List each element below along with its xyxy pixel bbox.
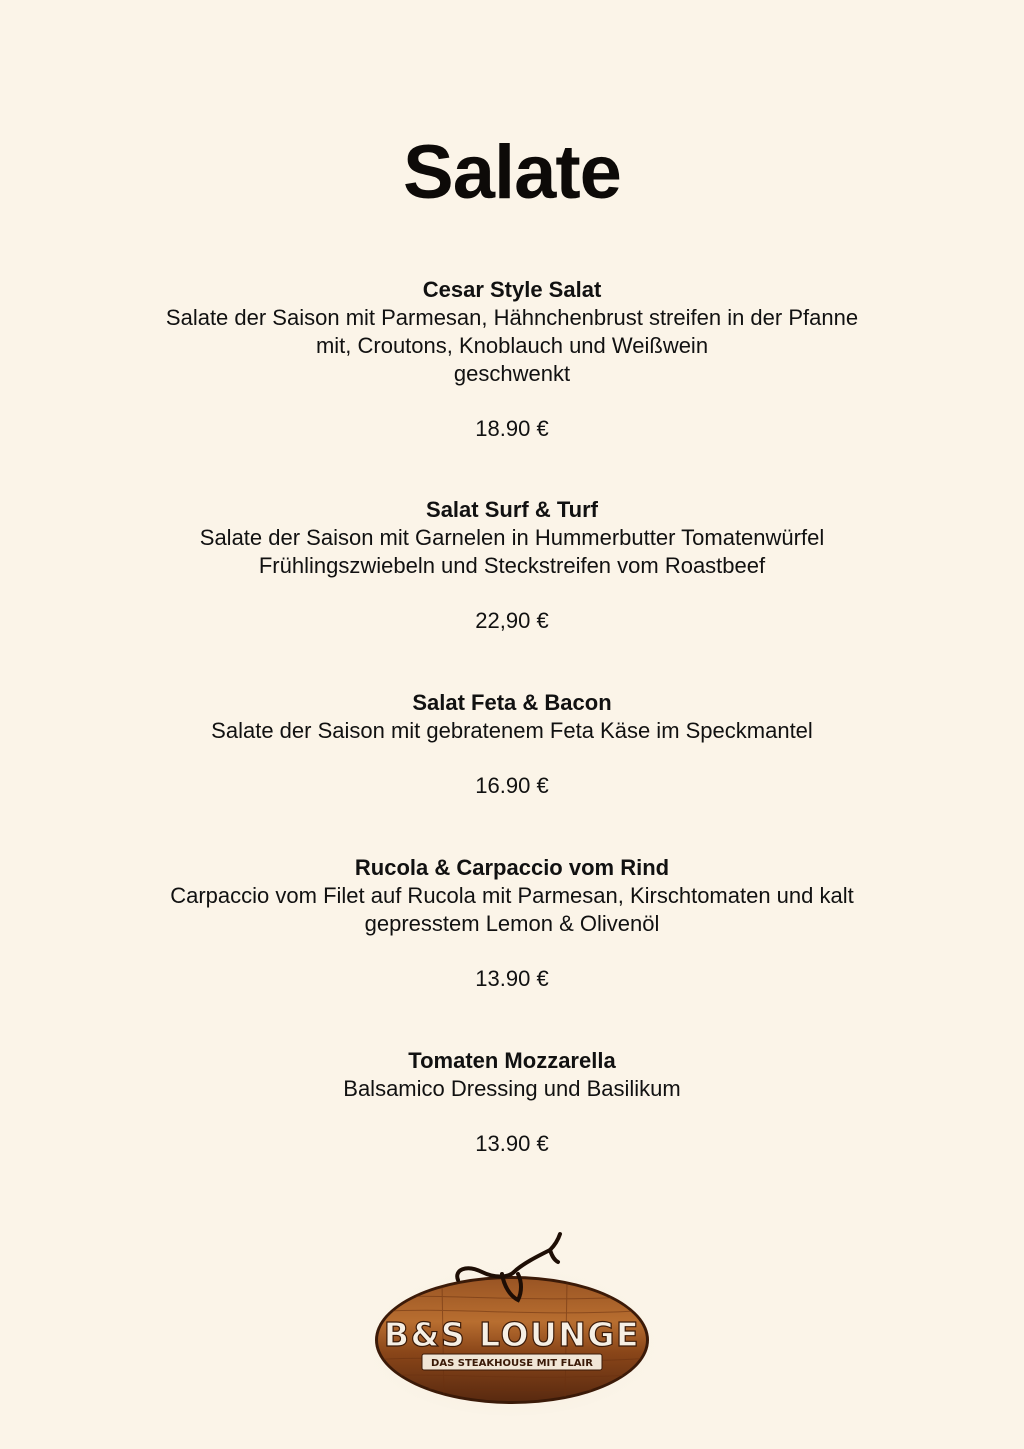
page-title: Salate <box>403 130 621 215</box>
menu-item-price: 13.90 € <box>475 1131 549 1156</box>
menu-item-description: Frühlingszwiebeln und Steckstreifen vom Roastbeef <box>258 553 766 578</box>
menu-item-name: Salat Feta & Bacon <box>412 690 612 715</box>
menu-item-cesar-style-salat <box>0 276 1024 443</box>
menu-item-price: 16.90 € <box>475 773 549 798</box>
restaurant-logo <box>362 1226 662 1416</box>
menu-item-description: mit, Croutons, Knoblauch und Weißwein <box>315 333 709 358</box>
logo-graphic <box>362 1226 662 1416</box>
menu-item-salat-surf-turf <box>0 496 1024 635</box>
menu-item-salat-feta-bacon <box>0 689 1024 800</box>
menu-item-description: gepresstem Lemon & Olivenöl <box>364 911 660 936</box>
menu-item-price: 18.90 € <box>475 416 549 441</box>
menu-item-price: 22,90 € <box>475 608 549 633</box>
menu-item-description: Salate der Saison mit Garnelen in Hummerbutter Tomatenwürfel <box>199 525 825 550</box>
menu-item-tomaten-mozzarella <box>0 1047 1024 1158</box>
logo-tagline: DAS STEAKHOUSE MIT FLAIR <box>431 1358 593 1369</box>
menu-item-description: geschwenkt <box>453 361 571 386</box>
menu-item-name: Salat Surf & Turf <box>426 497 598 522</box>
menu-item-description: Salate der Saison mit gebratenem Feta Käse im Speckmantel <box>211 718 813 743</box>
menu-item-description: Carpaccio vom Filet auf Rucola mit Parmesan, Kirschtomaten und kalt <box>170 883 854 908</box>
menu-item-name: Tomaten Mozzarella <box>408 1048 616 1073</box>
menu-item-rucola-carpaccio <box>0 854 1024 993</box>
menu-item-description: Salate der Saison mit Parmesan, Hähnchenbrust streifen in der Pfanne <box>165 305 859 330</box>
menu-item-price: 13.90 € <box>475 966 549 991</box>
menu-item-name: Cesar Style Salat <box>422 277 602 302</box>
logo-name: B&S LOUNGE <box>383 1315 641 1354</box>
menu-item-name: Rucola & Carpaccio vom Rind <box>354 855 670 880</box>
menu-item-description: Balsamico Dressing und Basilikum <box>343 1076 681 1101</box>
